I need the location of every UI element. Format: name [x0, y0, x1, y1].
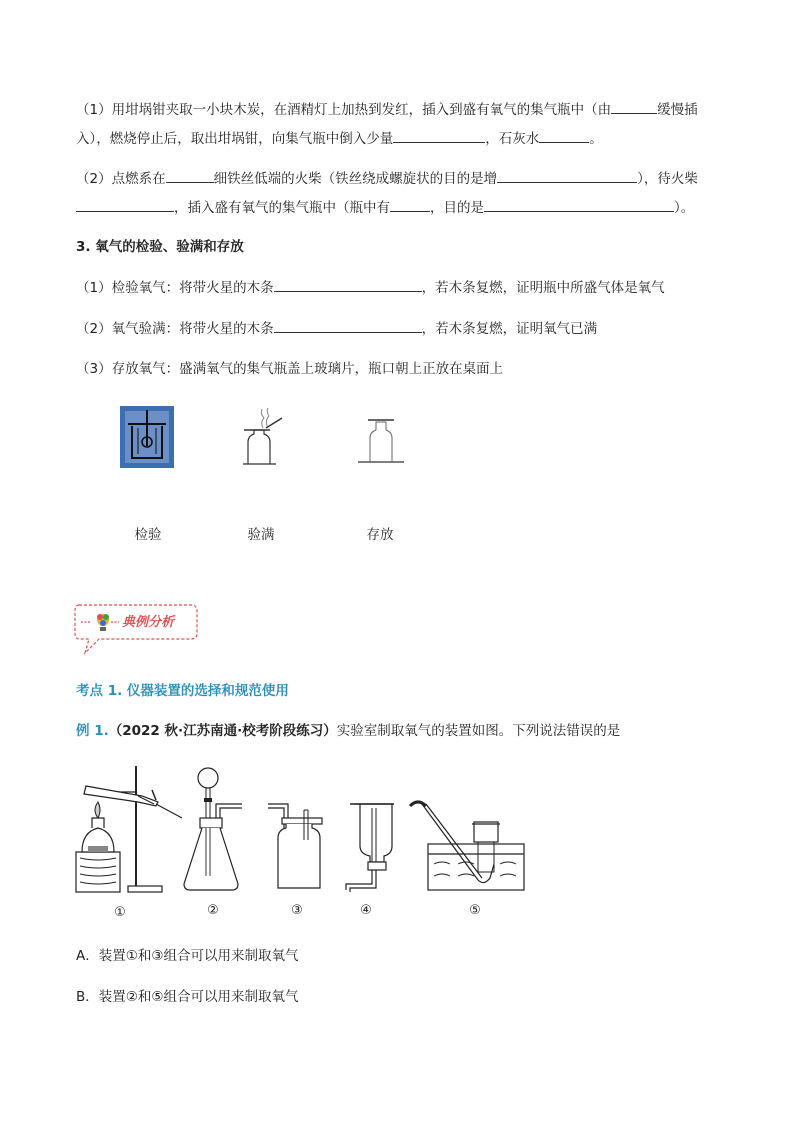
apparatus-3-figure [268, 800, 324, 892]
item-text: ，若木条复燃，证明瓶中所盛气体是氧气 [421, 280, 665, 296]
apparatus-label-5: ⑤ [469, 903, 481, 918]
item-text: （2）点燃系在 [76, 171, 166, 187]
apparatus-5-figure [408, 798, 528, 894]
item-text: 缓慢插 [657, 102, 698, 118]
answer-blank[interactable] [484, 197, 674, 212]
item-text: ，目的是 [430, 200, 484, 216]
apparatus-1-figure [72, 762, 182, 894]
answer-blank[interactable] [497, 168, 637, 183]
item-text: ），待火柴 [637, 171, 698, 187]
answer-blank[interactable] [166, 168, 214, 183]
option-text: 装置①和③组合可以用来制取氧气 [98, 948, 299, 964]
apparatus-2-figure [182, 766, 244, 892]
example-question [76, 721, 620, 741]
option-a[interactable] [76, 946, 298, 966]
example-source: （2022 秋·江苏南通·校考阶段练习） [108, 723, 337, 739]
section2-item1-line1 [76, 99, 698, 120]
item-text: ）。 [674, 200, 695, 216]
option-text: 装置②和⑤组合可以用来制取氧气 [98, 989, 299, 1005]
option-letter: A． [76, 948, 99, 964]
item-text: ，石灰水 [485, 131, 540, 147]
answer-blank[interactable] [274, 318, 422, 333]
section2-item2-line1 [76, 168, 698, 189]
kaodian-heading: 考点 1. 仪器装置的选择和规范使用 [76, 683, 289, 699]
caption-fill-check: 验满 [247, 527, 275, 543]
section3-item3: （3）存放氧气：盛满氧气的集气瓶盖上玻璃片，瓶口朝上正放在桌面上 [76, 361, 504, 377]
option-b[interactable] [76, 987, 298, 1007]
apparatus-4-figure [344, 800, 396, 892]
answer-blank[interactable] [390, 197, 430, 212]
item-text: ，插入盛有氧气的集气瓶中（瓶中有 [174, 200, 390, 216]
answer-blank[interactable] [539, 128, 589, 143]
item-text: 。 [589, 131, 603, 147]
item-text: 入），燃烧停止后，取出坩埚钳，向集气瓶中倒入少量 [76, 131, 394, 147]
item-text: （1）检验氧气：将带火星的木条 [76, 280, 274, 296]
answer-blank[interactable] [76, 197, 174, 212]
example-question-text: 实验室制取氧气的装置如图。下列说法错误的是 [336, 723, 621, 739]
answer-blank[interactable] [393, 128, 485, 143]
apparatus-label-4: ④ [360, 903, 372, 918]
badge-label: 典例分析 [122, 615, 175, 630]
answer-blank[interactable] [274, 277, 422, 292]
option-letter: B． [76, 989, 99, 1005]
apparatus-label-3: ③ [291, 903, 303, 918]
fill-check-figure [238, 406, 288, 468]
storage-figure [358, 412, 404, 466]
section3-item1 [76, 277, 665, 298]
apparatus-label-2: ② [207, 903, 219, 918]
example-prefix: 例 1. [76, 723, 109, 739]
apparatus-label-1: ① [114, 905, 126, 920]
caption-test: 检验 [134, 527, 162, 543]
caption-storage: 存放 [366, 527, 394, 543]
item-text: ，若木条复燃，证明氧气已满 [421, 321, 598, 337]
section3-item2 [76, 318, 597, 339]
item-text: 细铁丝低端的火柴（铁丝绕成螺旋状的目的是增 [213, 171, 498, 187]
section2-item1-line2 [76, 128, 603, 149]
section3-heading: 3. 氧气的检验、验满和存放 [76, 239, 244, 255]
item-text: （2）氧气验满：将带火星的木条 [76, 321, 274, 337]
answer-blank[interactable] [611, 99, 657, 114]
section2-item2-line2 [76, 197, 694, 218]
test-oxygen-figure [120, 406, 174, 468]
item-text: （1）用坩埚钳夹取一小块木炭，在酒精灯上加热到发红，插入到盛有氧气的集气瓶中（由 [76, 102, 612, 118]
